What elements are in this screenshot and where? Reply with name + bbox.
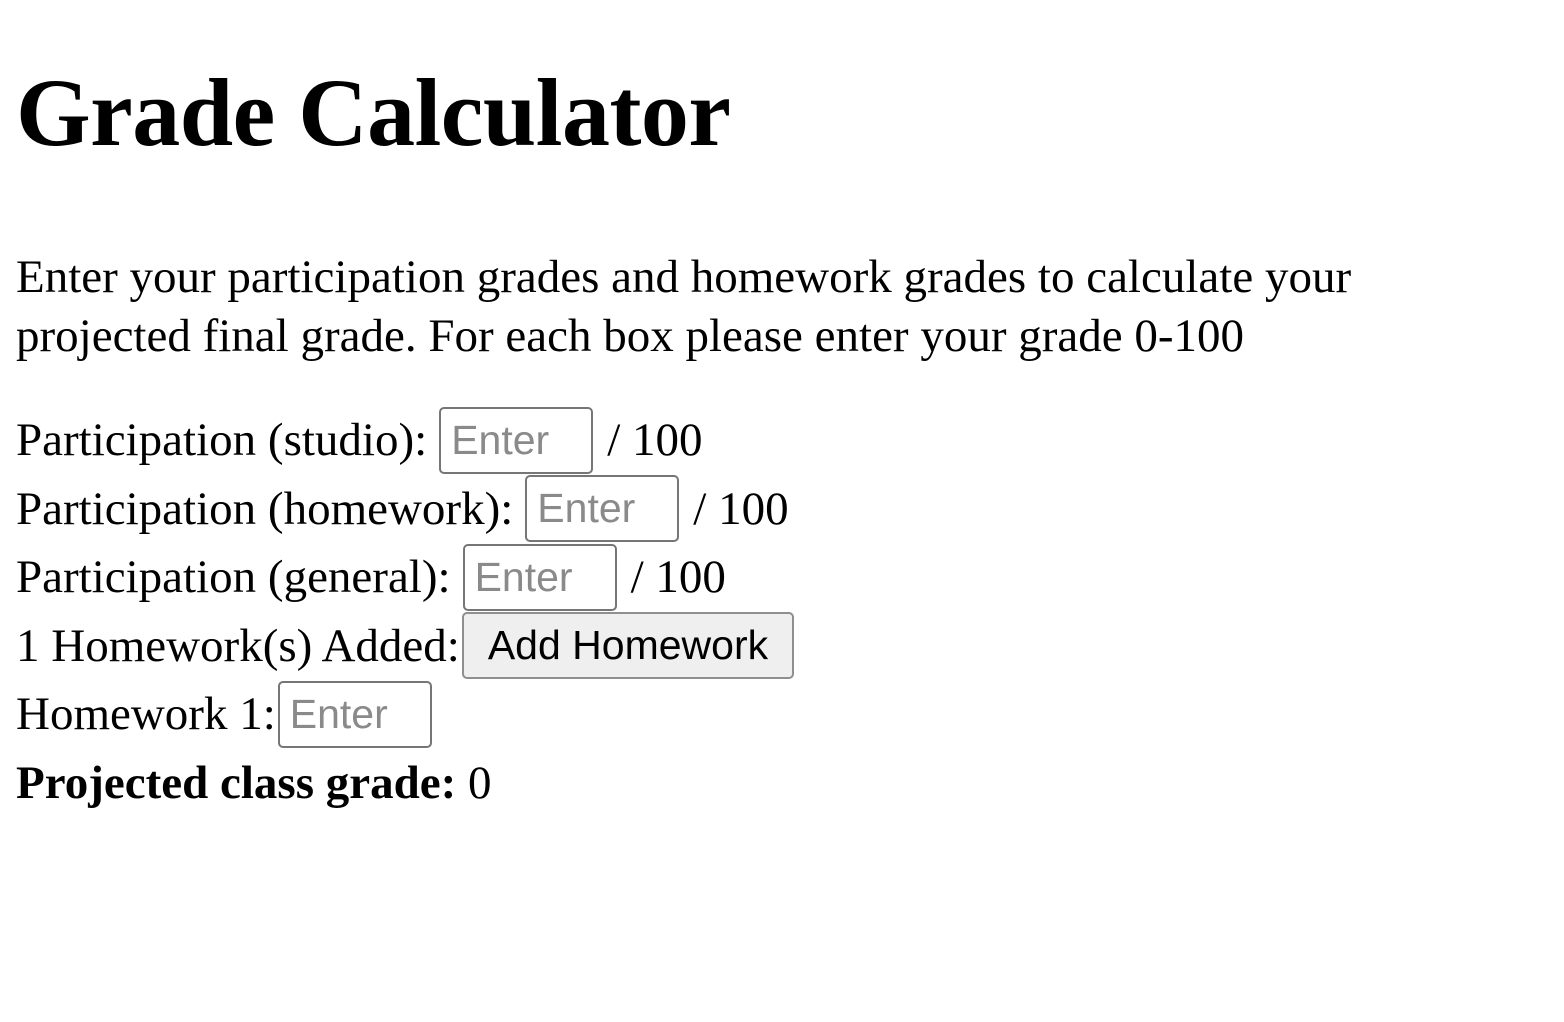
grade-form [16, 406, 1546, 815]
result-line [16, 751, 1546, 815]
studio-row [16, 406, 1546, 475]
homework-participation-label: Participation (homework): [16, 482, 514, 535]
studio-label: Participation (studio): [16, 414, 428, 467]
result-value: 0 [468, 756, 492, 809]
homework-item-row [16, 680, 1546, 749]
add-homework-button[interactable]: Add Homework [462, 612, 794, 679]
intro-text: Enter your participation grades and homework grades to calculate your projected final grade. For each box please enter your grade 0-100 [16, 251, 1352, 362]
homework-item-label: Homework 1: [16, 688, 276, 741]
studio-suffix: / 100 [607, 414, 703, 467]
page-title: Grade Calculator [16, 59, 731, 166]
homework-participation-row [16, 475, 1546, 544]
homework-participation-input[interactable] [525, 475, 679, 542]
homework-participation-suffix: / 100 [693, 482, 789, 535]
homework-count-row [16, 612, 1546, 681]
general-input[interactable] [463, 544, 617, 611]
general-label: Participation (general): [16, 551, 451, 604]
homework-count-label: 1 Homework(s) Added: [16, 619, 460, 672]
studio-input[interactable] [439, 407, 593, 474]
page [0, 58, 1546, 815]
homework-1-input[interactable] [278, 681, 432, 748]
result-label: Projected class grade: [16, 756, 457, 809]
general-row [16, 543, 1546, 612]
general-suffix: / 100 [630, 551, 726, 604]
